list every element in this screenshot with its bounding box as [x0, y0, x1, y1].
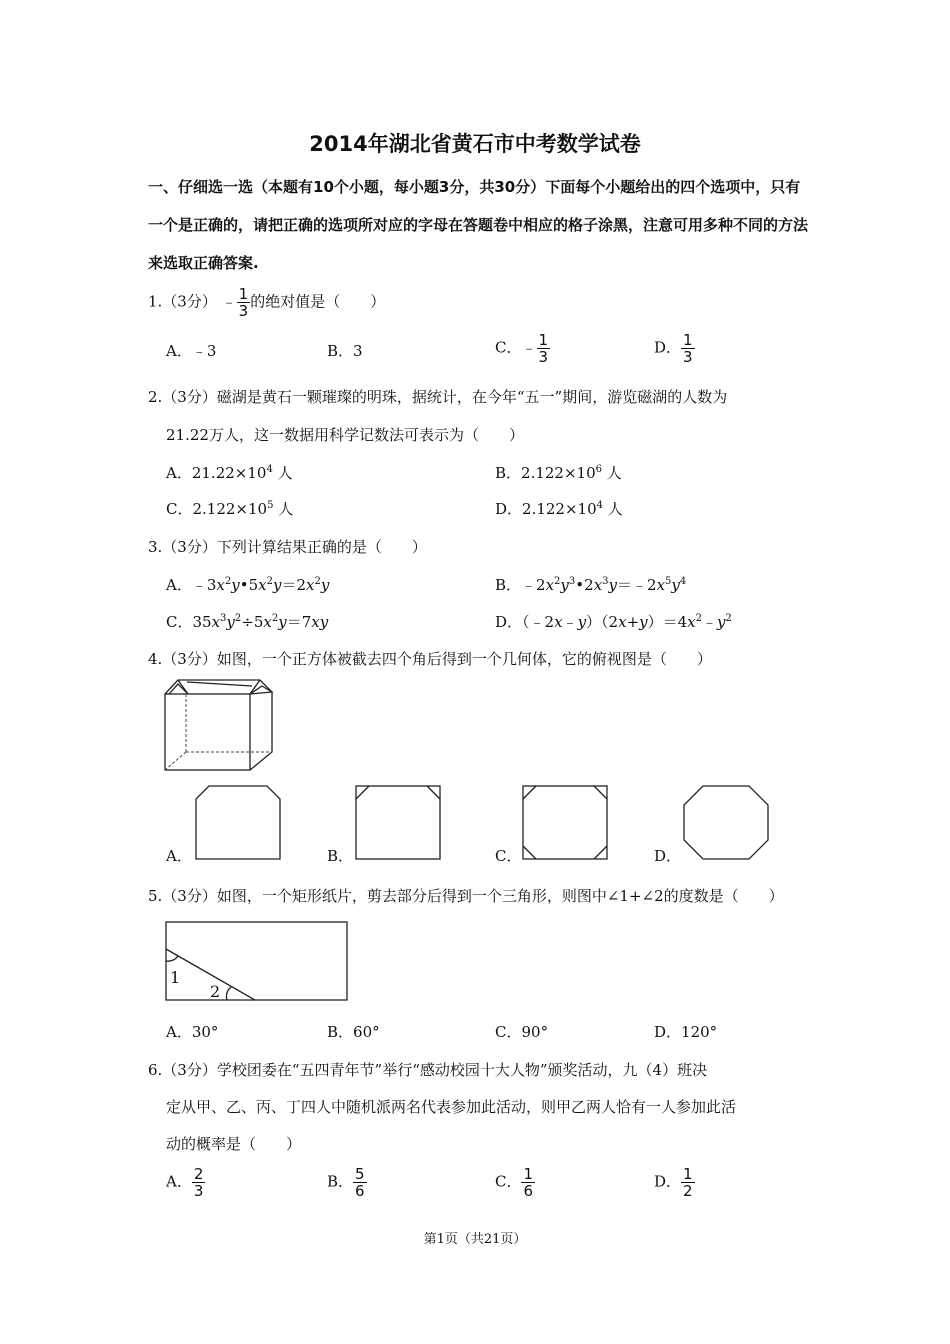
q2-a-base: A．21.22×10 — [166, 464, 267, 482]
q1-c-den: 3 — [538, 348, 549, 366]
q1-d-num: 1 — [683, 331, 693, 349]
section-instructions: 一、仔细选一选（本题有10个小题，每小题3分，共30分）下面每个小题给出的四个选项中，只有一个是正确的，请把正确的选项所对应的字母在答题卷中相应的格子涂黑，注意可用多种不同的方法来选取正确答案. — [148, 178, 809, 272]
page-footer: 第1页（共21页） — [423, 1232, 527, 1247]
q1-c-neg: ﹣ — [521, 338, 537, 357]
q6-c-num: 1 — [523, 1165, 534, 1183]
q1-prefix: 1.（3分） — [148, 292, 217, 311]
q2-c-exp: 5 — [267, 500, 274, 511]
q5-angle-2-label: 2 — [210, 982, 221, 1001]
q2-c-unit: 人 — [278, 500, 294, 518]
q4-option-b-figure — [355, 785, 441, 860]
q3-option-a: A．$﹣3x^2y•5x^2y=2x^2y$ — [166, 576, 330, 594]
q2-b-base: B．2.122×10 — [495, 464, 596, 482]
q2-option-c — [166, 498, 293, 519]
q6-c-fraction — [521, 1166, 535, 1199]
q6-option-a — [166, 1166, 205, 1199]
q4-option-d-label: D． — [654, 847, 682, 865]
q6-d-label: D． — [654, 1172, 682, 1191]
q5-stem: 5.（3分）如图，一个矩形纸片，剪去部分后得到一个三角形，则图中∠1+∠2的度数是（ ） — [148, 887, 784, 905]
q5-angle-1-label: 1 — [170, 968, 181, 987]
q5-rectangle-figure — [165, 921, 348, 1001]
q6-b-fraction — [353, 1166, 367, 1199]
q2-b-exp: 6 — [595, 464, 602, 475]
page-title: 2014年湖北省黄石市中考数学试卷 — [309, 132, 641, 156]
q4-option-c-figure — [522, 785, 608, 860]
q4-option-b-label: B． — [327, 847, 354, 865]
q6-b-label: B． — [327, 1172, 354, 1191]
q1-option-d — [654, 332, 695, 365]
q1-d-den: 3 — [683, 348, 693, 366]
q2-option-b — [495, 462, 622, 483]
q3-option-b: B．$﹣2x^2y^3•2x^3y=﹣2x^5y^4$ — [495, 576, 687, 594]
q2-a-unit: 人 — [277, 464, 293, 482]
q6-option-b — [327, 1166, 367, 1199]
q1-den: 3 — [238, 302, 249, 320]
q5-option-c: C．90° — [495, 1023, 549, 1041]
q5-option-a: A．30° — [166, 1023, 219, 1041]
q1-fraction — [237, 286, 251, 319]
q6-c-den: 6 — [523, 1182, 534, 1200]
q6-c-label: C． — [495, 1172, 522, 1191]
q1-neg: ﹣ — [221, 292, 237, 311]
q4-option-d-figure — [683, 785, 769, 860]
q2-line2: 21.22万人，这一数据用科学记数法可表示为（ ） — [166, 426, 524, 444]
q6-a-fraction — [192, 1166, 206, 1199]
q1-option-c — [495, 332, 550, 365]
q6-d-den: 2 — [683, 1182, 693, 1200]
q6-option-c — [495, 1166, 535, 1199]
q1-num: 1 — [238, 285, 249, 303]
q1-d-label: D． — [654, 338, 682, 357]
q1-option-a: A．﹣3 — [166, 342, 217, 360]
q6-d-fraction — [681, 1166, 695, 1199]
q4-truncated-cube-figure — [164, 676, 276, 772]
q2-option-d — [495, 498, 623, 519]
q1-c-label: C． — [495, 338, 522, 357]
q2-c-base: C．2.122×10 — [166, 500, 268, 518]
q2-d-base: D．2.122×10 — [495, 500, 597, 518]
question-1-stem — [148, 286, 385, 319]
q1-c-fraction — [537, 332, 551, 365]
q6-a-num: 2 — [193, 1165, 204, 1183]
q3-option-c: C．$35x^3y^2\div 5x^2y=7xy$ — [166, 613, 329, 631]
q6-a-label: A． — [166, 1172, 192, 1191]
q2-b-unit: 人 — [606, 464, 622, 482]
q2-a-exp: 4 — [266, 464, 273, 475]
q2-d-unit: 人 — [607, 500, 623, 518]
q6-a-den: 3 — [193, 1182, 204, 1200]
q4-option-a-label: A． — [166, 847, 192, 865]
q2-line1: 2.（3分）磁湖是黄石一颗璀璨的明珠，据统计，在今年“五一”期间，游览磁湖的人数为 — [148, 388, 728, 406]
q3-option-d: D．$(﹣2x﹣y)(2x+y)=4x^2﹣y^2$ — [495, 613, 732, 631]
q4-option-a-figure — [195, 785, 281, 860]
q6-line3: 动的概率是（ ） — [166, 1135, 302, 1153]
q6-d-num: 1 — [683, 1165, 693, 1183]
q3-stem: 3.（3分）下列计算结果正确的是（ ） — [148, 538, 427, 556]
q6-b-den: 6 — [355, 1182, 365, 1200]
q2-d-exp: 4 — [596, 500, 603, 511]
q6-line2: 定从甲、乙、丙、丁四人中随机派两名代表参加此活动，则甲乙两人恰有一人参加此活 — [166, 1098, 737, 1116]
q1-suffix: 的绝对值是（ ） — [250, 292, 386, 311]
q6-option-d — [654, 1166, 695, 1199]
q5-option-d: D．120° — [654, 1023, 718, 1041]
q1-c-num: 1 — [538, 331, 549, 349]
q1-option-b: B．3 — [327, 342, 363, 360]
q1-d-fraction — [681, 332, 695, 365]
q6-b-num: 5 — [355, 1165, 365, 1183]
q4-option-c-label: C． — [495, 847, 522, 865]
q4-stem: 4.（3分）如图，一个正方体被截去四个角后得到一个几何体，它的俯视图是（ ） — [148, 650, 712, 668]
q2-option-a — [166, 462, 293, 483]
q6-line1: 6.（3分）学校团委在“五四青年节”举行“感动校园十大人物”颁奖活动，九（4）班决 — [148, 1061, 708, 1079]
q5-option-b: B．60° — [327, 1023, 380, 1041]
